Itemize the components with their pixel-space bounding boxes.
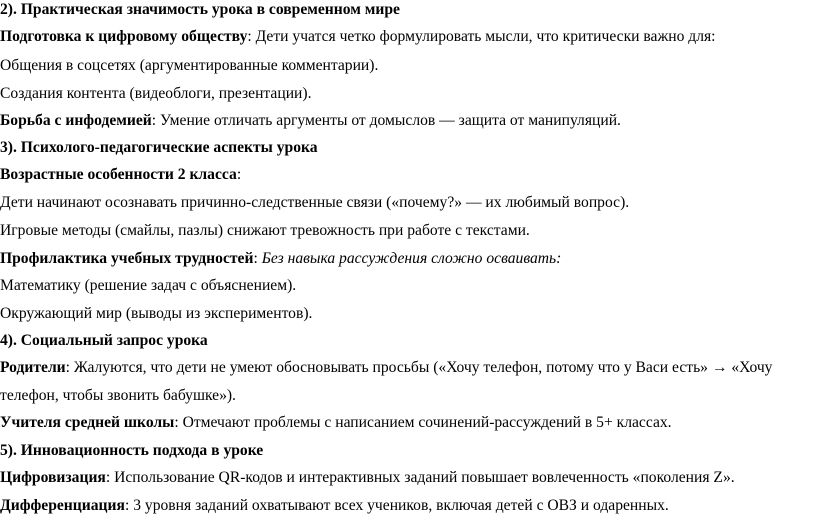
section-4-heading: 4). Социальный запрос урока [0, 332, 208, 349]
section-2-heading: 2). Практическая значимость урока в современном мире [0, 1, 400, 18]
prevention-colon: : [253, 250, 262, 267]
paragraph-digitalization [0, 468, 735, 488]
age-features-label: Возрастные особенности 2 класса [0, 166, 237, 183]
teachers-label: Учителя средней школы [0, 414, 175, 431]
digitalization-text: : Использование QR-кодов и интерактивных заданий повышает вовлеченность «поколения Z». [105, 469, 735, 486]
list-item: Игровые методы (смайлы, пазлы) снижают тревожность при работе с текстами. [0, 222, 530, 239]
parents-text: : Жалуются, что дети не умеют обосновывать просьбы («Хочу телефон, потому что у Васи есть» → «Хочу [65, 359, 773, 376]
list-item: Окружающий мир (выводы из экспериментов). [0, 305, 313, 322]
digital-society-label: Подготовка к цифровому обществу [0, 28, 248, 45]
digitalization-label: Цифровизация [0, 469, 106, 486]
list-item: Создания контента (видеоблоги, презентации). [0, 85, 312, 102]
prevention-italic-text: Без навыка рассуждения сложно осваивать: [261, 250, 562, 267]
paragraph-infodemic [0, 111, 621, 131]
list-item: Общения в соцсетях (аргументированные комментарии). [0, 57, 379, 74]
differentiation-text: : 3 уровня заданий охватывают всех учеников, включая детей с ОВЗ и одаренных. [124, 497, 669, 514]
teachers-text: : Отмечают проблемы с написанием сочинений-рассуждений в 5+ классах. [174, 414, 672, 431]
list-item: Дети начинают осознавать причинно-следственные связи («почему?» — их любимый вопрос). [0, 194, 630, 211]
section-3-heading: 3). Психолого-педагогические аспекты урока [0, 139, 318, 156]
infodemic-text: : Умение отличать аргументы от домыслов — защита от манипуляций. [151, 112, 621, 129]
paragraph-digital-society [0, 27, 716, 47]
paragraph-teachers [0, 413, 672, 433]
digital-society-text: : Дети учатся четко формулировать мысли, что критически важно для: [247, 28, 716, 45]
parents-label: Родители [0, 359, 66, 376]
section-5-heading: 5). Инновационность подхода в уроке [0, 442, 264, 459]
paragraph-differentiation [0, 496, 669, 516]
paragraph-prevention [0, 249, 561, 269]
paragraph-parents [0, 358, 772, 378]
prevention-label: Профилактика учебных трудностей [0, 250, 254, 267]
paragraph-age-features [0, 165, 241, 185]
list-item: Математику (решение задач с объяснением). [0, 277, 297, 294]
age-features-colon: : [236, 166, 242, 183]
parents-text-continuation: телефон, чтобы звонить бабушке»). [0, 387, 236, 404]
differentiation-label: Дифференциация [0, 497, 125, 514]
infodemic-label: Борьба с инфодемией [0, 112, 152, 129]
